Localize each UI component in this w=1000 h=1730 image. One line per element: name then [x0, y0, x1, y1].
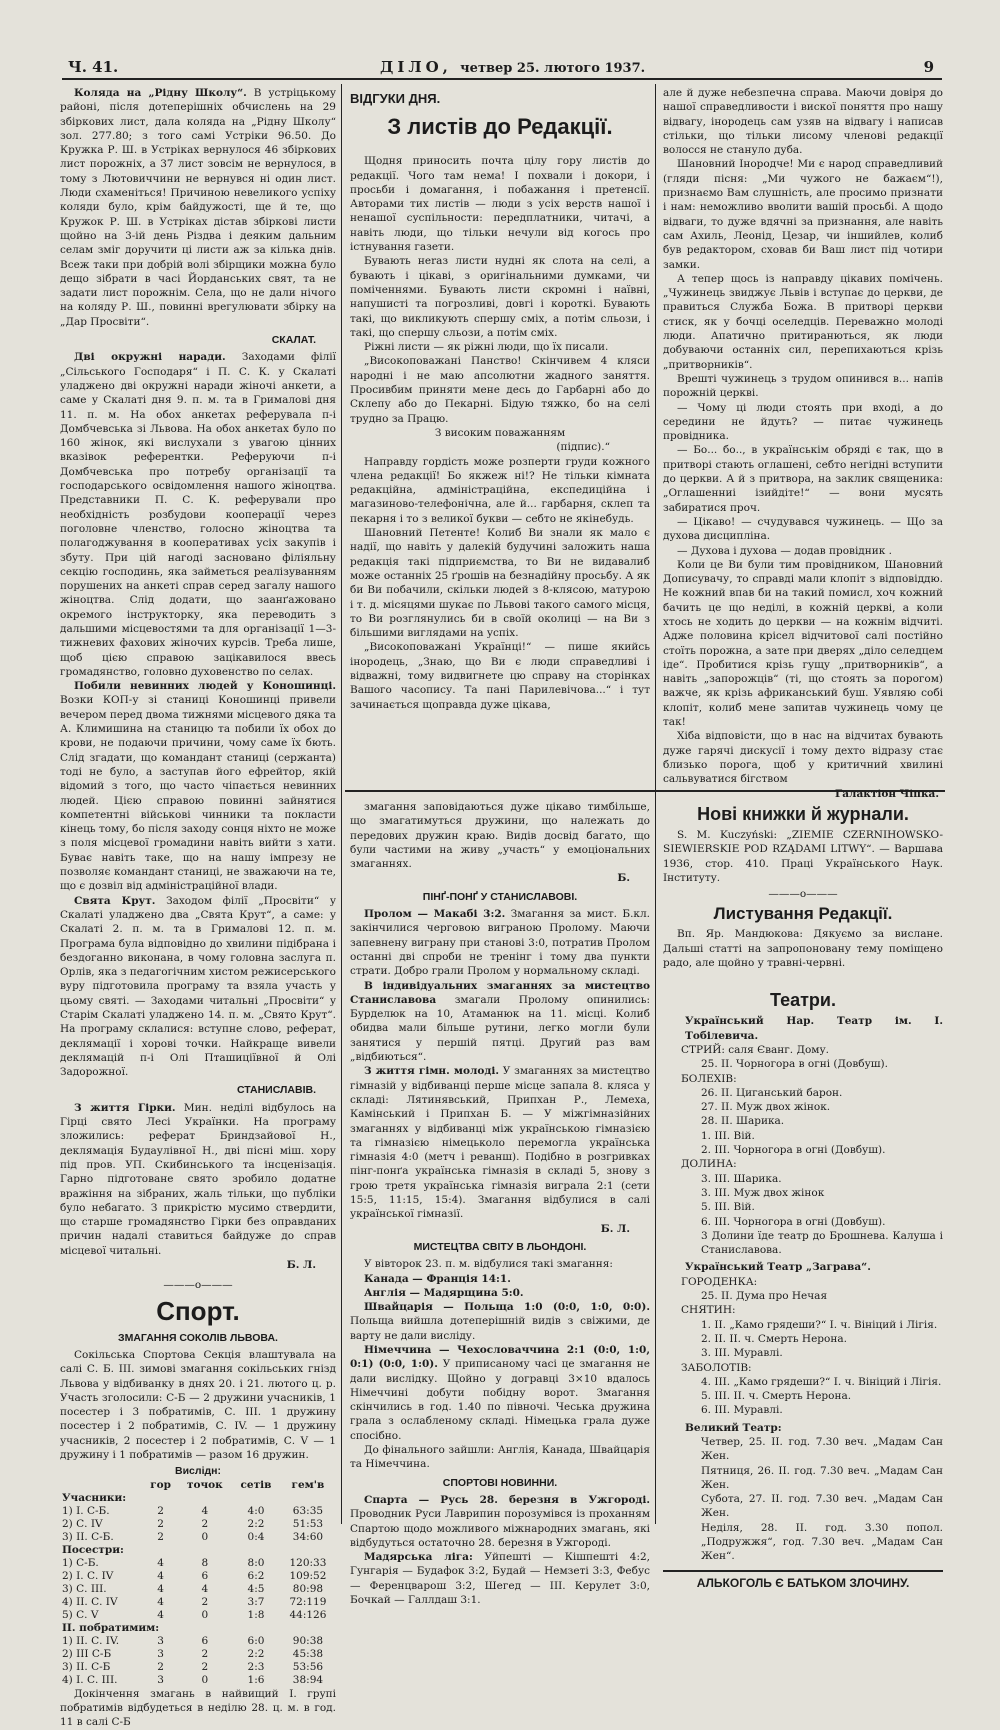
section-heading-skalat: СКАЛАТ.	[271, 334, 316, 347]
playbill-line: 2. III. Чорногора в огні (Довбуш).	[701, 1144, 886, 1157]
article-naradi	[60, 350, 336, 679]
table-cell: 51:53	[292, 1517, 324, 1530]
signature: Б. Л.	[600, 1222, 630, 1235]
letter-sign: З високим поважанням	[434, 426, 566, 439]
theatre-title: Театри.	[770, 990, 836, 1011]
table-cell: 3:7	[247, 1595, 265, 1608]
letters-continued: але й дуже небезпечна справа. Маючи довіря до нашої справедливости і вискої поняття про нашу відвагу, інородець сам узяв на відвагу і написав стільки, що тільки лисому членові редакції волосся не стануло дуба.	[663, 87, 943, 157]
article-body: Польща вийшла дотеперішній видів з свіжими, де варту не дали висліду.	[350, 1315, 650, 1342]
town-bolekhiv: БОЛЕХІВ:	[681, 1072, 737, 1085]
table-row	[60, 1635, 336, 1648]
match-result: Швайцарія — Польща 1:0 (0:0, 1:0, 0:0).	[364, 1301, 650, 1314]
table-cell: 3	[157, 1634, 164, 1647]
column-right-top	[663, 86, 943, 800]
results-group: II. побратимим:	[62, 1621, 160, 1634]
column-right-bottom	[663, 800, 943, 1590]
table-cell: 0:4	[247, 1530, 265, 1543]
table-cell: 4:5	[247, 1582, 265, 1595]
article-lead: Спарта — Русь 28. березня в Ужгороді.	[364, 1493, 650, 1506]
letter-quote: „Високоповажані Панство! Скінчивем 4 кляси народні і не маю апсолютни жадного заняття. Просивбим приняти мене десь до Гарбарні або до Склепу або до Пекарні. Бідую тяжко, бо на селі трудно за Працю.	[350, 355, 650, 425]
correspondence-title: Листування Редакції.	[713, 904, 893, 924]
table-cell: 4	[201, 1582, 209, 1595]
table-cell: 4) II. С. IV	[62, 1595, 118, 1608]
table-cell: 1) І. С-Б.	[62, 1504, 110, 1517]
newspaper-title	[380, 58, 645, 76]
news-item	[350, 1550, 650, 1607]
playbill-line: 3 Долини їде театр до Брошнева. Калуша і Станиславова.	[701, 1229, 943, 1257]
letters-paragraph: — Бо... бо.., в українськім обряді є так, що в притворі стають оглашені, себто негідні вступити до церкви. А й з притвора, на заклик священика: „Оглашенниі ізийдіте!“ — вони мусять забиратися проч.	[663, 444, 943, 514]
letters-paragraph: — Духова і духова — додав провідник .	[677, 544, 893, 557]
table-cell: 4) I. С. III.	[62, 1673, 118, 1686]
spacer	[663, 970, 943, 986]
table-cell: 4	[201, 1504, 209, 1517]
news-item	[350, 1493, 650, 1550]
section-heading-stanyslaviv: СТАНИСЛАВІВ.	[236, 1084, 316, 1097]
books-entry: S. M. Kuczyński: „ZIEMIE CZERNIHOWSKO-SIEWIERSKIE POD RZĄDAMI LITWY“. — Варшава 1936, стор. 410. Праці Українського Наук. Інституту.	[663, 829, 943, 884]
article-body: Возки КОП-у зі станиці Коношинці привели вечером перед двома тижнями місцевого дяка та А. Климишина на станицю та побили їх обох до крови, не подаючи причини, чому саме їх бють. Слід згадати, що командант станиці (сержанта) тоді не було, а заступав його ефрейтор, якій відомий з того, що часто чіпається невинних людей. Цією справою повинні зайнятися компетентні військові чинники та покласти кінець тому, бо після заходу сонця ніхто не може з поля місцевої громадини навіть вийти з хати. Буває навіть таке, що на нашу імпрезу не позволяє командант станиці, не зважаючи на те, що є дозвіл від адміністраційної влади.	[60, 694, 336, 893]
table-cell: 2	[201, 1595, 209, 1608]
letters-paragraph: Хіба відповісти, що в нас на відчитах бувають дуже гарячі дискусії і тому дехто відразу стає близько порога, щоб у критичний хвилині сальвуватися бігством	[663, 730, 943, 786]
article-body: Заходами філії „Сільського Господаря“ і П. С. К. у Скалаті уладжено дві окружні наради жіночі анкети, а саме у Скалаті дня 9. п. м. та в Грималові дня 11. п. м. На обох анкетах реферувала п-і Домбчевська зі Львова. На обох анкетах було по 160 жінок, які вислухали з увагою цінних вказівок референтки. Реферуючи п-і Домбчевська про потребу організації та господарського освідомлення нашого жіноцтва. Представники П. С. К. реферували про необхідність розбудови кооперації через поголовне членство, голосно жіноцтва та полагоджування в кооперативах усіх закупів і збуту. При цій нагоді засновано філіяльну секцію господинь, яка займеться реалізуванням порушених на анкеті справ серед загалу нашого жіноцтва. Слід додати, що заанґажовано окремого інструкторку, яка переводить з дальшими місцевостями та для організації 1—3-тижневих фахових жіночих курсів. Треба лише, щоб цією справою зацікавилося ввесь громадянство, головно духовенство по селах.	[60, 351, 336, 678]
match-result: Німеччина — Чехословаччина 2:1 (0:0, 1:0, 0:1) (0:0, 1:0).	[350, 1343, 650, 1371]
table-cell: 2) I. С. IV	[62, 1569, 114, 1582]
heading-news: СПОРТОВІ НОВИННИ.	[442, 1476, 558, 1489]
playbill-list	[663, 1289, 943, 1303]
table-cell: 2:2	[247, 1647, 265, 1660]
table-cell: 1:6	[247, 1673, 265, 1686]
article-koliada	[60, 86, 336, 329]
table-cell: 4:0	[247, 1504, 265, 1517]
theatre-company: Український Нар. Театр ім. І. Тобілевича.	[685, 1015, 943, 1042]
table-cell: 8	[201, 1556, 209, 1569]
theatre-company: Український Театр „Заграва“.	[685, 1261, 871, 1274]
article-lead: Побили невинних людей у Коношинці.	[74, 680, 336, 693]
heading-pingpong: ПІНҐ-ПОНҐ У СТАНИСЛАВОВІ.	[422, 890, 578, 903]
table-row	[60, 1609, 336, 1622]
table-cell: 1:8	[247, 1608, 265, 1621]
letters-paragraph: Коли це Ви були тим провідником, Шановний Дописувачу, то справді мали клопіт з відповіддю. Не кожний впав би на такий помисл, хоч кожний бачить це що неділі, в кожній церкві, а коли хтось не ходить до церкви — на кожнім відчиті. Адже половина крісел відчитової салі постійно стоїть порожна, а зате при дверях „діло селедцем іде“. Пробитися крізь гущу „притворників“, а навіть „запорожців“ (ті, що стоять за порогом) важче, як крізь африканський буш. Уявляю собі клопіт, колиб мене запитав чужинець чому це так!	[663, 558, 943, 729]
article-body: Заходом філії „Просвіти“ у Скалаті уладжено два „Свята Крут“, а саме: у Скалаті 2. п. м. та в Грималові 12. п. м. Програма була відповідно до хвилини підібрана і бездоганно виконана, в чому головна заслуга п. Орлів, яка з педагогічним хистом режисерського вуру підготовила програму та взяла участь у цьому святі. — Заходами читальні „Просвіти“ у Старім Скалаті уладжено 14. п. м. „Свято Крут“. На програму склалися: вступне слово, реферат, деклямації і хорові точки. Найкраще вивели деклямацій п-і Олі Пташиціївної й Олі Задорожної.	[60, 894, 337, 1079]
playbill-line: 4. III. „Камо грядеши?“ І. ч. Вініций і Лігія.	[701, 1375, 942, 1388]
table-cell: 3) II. С-Б.	[62, 1530, 114, 1543]
town-sniatyn: СНЯТИН:	[681, 1304, 736, 1317]
article-body: В устріцькому районі, після дотеперішніх обчислень на 29 збіркових лист, дала коляда на „Рідну Школу“ зол. 277.80; з того самі Устріки 96.50. До Кружка Р. Ш. в Устріках вернулося 46 збіркових лист порожніх, а 37 лист зовсім не вернулося, в тому з Лютовиччини не вернувся ні один лист. Люди схаменіться! Причиною невеликого успіху коляди було, крім байдужості, ще й те, що Кружок Р. Ш. в Устріках дістав збіркові листи щойно на 3-ій день Різдва і деяким дальним селам зміг доручити ці листи аж за кілька днів. Всеж таки при добрій волі збірщики можна було дещо зібрати в часі Йорданських свят, та не задати лист порожнім. Села, що не дали нічого на коляду Р. Ш., повинні врегулювати збірку на „Дар Просвіти“.	[60, 87, 337, 328]
table-row	[60, 1674, 336, 1687]
town-stryi: СТРИЙ: саля Єванг. Дому.	[681, 1043, 829, 1056]
table-cell: 4	[157, 1608, 164, 1621]
signature: Б.	[617, 872, 630, 885]
letters-paragraph: — Чому ці люди стоять при вході, а до середини не йдуть? — питає чужинець провідника.	[663, 401, 943, 443]
table-cell: 4	[157, 1582, 164, 1595]
article-body: У змаганнях за мистецтво гімназій у відбиванці перше місце запала 8. кляса у складі: Лятинявський, Припхан Р., Лемеха, Камінський і Припхан Б. — У міжгімназійних змаганнях у відбиванці між українською гімназією та гімназією німецьколо перемогла українська гімназія 4:0 (метч і реванш). Подібно в розгривках пінг-понґа українська гімназія в складі 5, знову з грою третя українська гімназія виграла 2:1 (сети 15:5, 11:15, 15:4). Змагання відбулися в салі української гімназії.	[350, 1065, 650, 1221]
table-cell: 6	[201, 1569, 209, 1582]
table-cell: 2) С. IV	[62, 1517, 103, 1530]
table-cell: 1) С-Б.	[62, 1556, 99, 1569]
table-cell: 2	[157, 1530, 164, 1543]
table-cell: 5) С. V	[62, 1608, 99, 1621]
table-cell: 2	[201, 1660, 209, 1673]
table-cell: 3) II. С-Б	[62, 1660, 111, 1673]
continued-text: змагання заповідаються дуже цікаво тимбільше, що змагатимуться дружини, що належать до передових дружин краю. Видів досвід багато, що були частими на живу „участь“ у емоціональних змаганнях.	[350, 801, 650, 871]
results-caption: Вислідн:	[175, 1465, 221, 1478]
article-lead: Коляда на „Рідну Школу“.	[74, 87, 247, 99]
table-cell: 72:119	[289, 1595, 327, 1608]
table-cell: 2	[157, 1660, 164, 1673]
table-cell: 3	[157, 1647, 164, 1660]
letters-paragraph: Направду гордість може розперти груди кожного члена редакції! Бо якжеж ні!? Не тільки кімната редакційна, адміністраційна, експедиційна і магазиново-телефонічна, але й... гарбарня, склеп та пекарня і то з великої букви — себто не якінебудь.	[350, 455, 650, 525]
results-head-cell: гем'в	[291, 1478, 325, 1491]
table-cell: 90:38	[292, 1634, 324, 1647]
playbill-list	[663, 1172, 943, 1258]
article-body: Мин. неділі відбулось на Гірці свято Лесі Українки. На програму зложились: реферат Бриндзайової Н., деклямація Будаулівної Н., дві пісні міш. хору під пров. УП. Скибинського та інсценізація. Гарно підготоване свято зробило додатне вражіння на зібраних, жаль тільки, що публіки було небагато. З прикрістю мусимо ствердити, що старше громадянство Гірки без оправданих причин надалі ставиться байдуже до справ місцевої читальні.	[60, 1101, 336, 1257]
letter-sign-2: (підпис).“	[556, 441, 610, 454]
table-cell: 2	[201, 1517, 209, 1530]
table-row	[60, 1648, 336, 1661]
sport-title: Спорт.	[156, 1295, 240, 1326]
results-group: Учасники:	[62, 1491, 127, 1504]
town-horodenka: ГОРОДЕНКА:	[681, 1275, 758, 1288]
results-head-cell	[60, 1479, 144, 1492]
table-row	[60, 1583, 336, 1596]
table-cell: 45:38	[292, 1647, 324, 1660]
table-cell: 120:33	[289, 1556, 327, 1569]
playbill-line: 27. II. Муж двох жінок.	[701, 1101, 831, 1114]
table-row	[60, 1661, 336, 1674]
author-signature: Галактіон Чіпка.	[835, 787, 939, 800]
table-row	[60, 1518, 336, 1531]
column-rule-2	[655, 84, 656, 1524]
article-lead: Пролом — Макабі 3:2.	[364, 908, 506, 921]
column-middle-bottom	[350, 800, 651, 1607]
column-middle-top	[350, 86, 650, 786]
ornament-divider: ———o———	[163, 1279, 233, 1292]
playbill-line: 6. III. Муравлі.	[701, 1404, 783, 1417]
table-row	[60, 1557, 336, 1570]
masthead-rule	[62, 78, 942, 80]
table-cell: 6:0	[247, 1634, 265, 1647]
london-finals: До фінального зайшли: Англія, Канада, Швайцарія та Німеччина.	[350, 1444, 650, 1471]
table-cell: 1) II. С. IV.	[62, 1634, 120, 1647]
letters-paragraph: Ріжні листи — як ріжні люди, що їх писали.	[364, 341, 609, 354]
table-cell: 2) III С-Б	[62, 1647, 112, 1660]
books-title: Нові книжки й журнали.	[697, 804, 909, 824]
match-result: Канада — Франція 14:1.	[364, 1272, 511, 1285]
table-cell: 4	[157, 1556, 164, 1569]
page-number: 9	[923, 58, 934, 76]
table-cell: 2	[157, 1504, 164, 1517]
table-cell: 4	[157, 1569, 164, 1582]
playbill-line: Неділя, 28. II. год. 3.30 попол. „Подружжя“, год. 7.30 веч. „Мадам Сан Жен“.	[701, 1521, 943, 1563]
playbill-line: 3. III. Муж двох жінок	[701, 1186, 825, 1199]
motto-rule	[663, 1570, 943, 1572]
table-cell: 80:98	[292, 1582, 324, 1595]
motto: АЛЬКОГОЛЬ Є БАТЬКОМ ЗЛОЧИНУ.	[696, 1575, 910, 1590]
playbill-line: 6. III. Чорногора в огні (Довбуш).	[701, 1215, 886, 1228]
article-hirka	[60, 1101, 336, 1258]
article-pingpong	[350, 907, 650, 978]
playbill-line: 5. III. II. ч. Смерть Нерона.	[701, 1390, 852, 1403]
article-body: У приписаному часі це змагання не дали вислідку. Щойно у догравці 3×10 вдалось Німеччині добути побідну ворот. Змагання скінчились в год. 1.40 по півночі. Чеська дружина грала з ослабленому складі. Німецька грала дуже спосібно.	[350, 1358, 650, 1442]
playbill-list	[663, 1318, 943, 1361]
article-sviata-krut	[60, 894, 336, 1080]
playbill-line: 1. II. „Камо грядеши?“ І. ч. Вініций і Лігія.	[701, 1318, 938, 1331]
table-cell: 0	[201, 1530, 209, 1543]
article-individual	[350, 979, 650, 1065]
table-row	[60, 1505, 336, 1518]
london-result	[350, 1343, 650, 1443]
playbill-line: 26. II. Циганський барон.	[701, 1086, 843, 1099]
table-cell: 6:2	[247, 1569, 265, 1582]
playbill-line: 28. II. Шарика.	[701, 1115, 785, 1128]
table-cell: 0	[201, 1608, 209, 1621]
table-cell: 2:3	[247, 1660, 265, 1673]
table-row	[60, 1596, 336, 1609]
article-body: Уйпешті — Кішпешті 4:2, Гунгарія — Будафок 3:2, Будай — Немзеті 3:3, Фебус — Ференцварош 3:2, Шегед — III. Керулет 3:0, Бочкай — Галлдаш 3:1.	[350, 1551, 650, 1607]
letters-paragraph: Бувають неraз листи нудні як слота на селі, а бувають і цікаві, з оригінальними думками, чи поміченнями. Бувають листи скромні і наївні, напушисті та погрозливі, довгі і короткі. Бувають такі, що викликують спершу сміх, а потім сльози, і такі, що спершу сльози, а потім сміх.	[350, 255, 650, 339]
playbill-line: 3. III. Муравлі.	[701, 1347, 783, 1360]
london-result	[350, 1272, 650, 1286]
playbill-line: 25. II. Чорногора в огні (Довбуш).	[701, 1058, 888, 1071]
london-result	[350, 1286, 650, 1300]
letters-paragraph: „Високоповажані Українці!“ — пише якийсь інородець, „Знаю, що Ви є люди справедливі і відважні, тому видвигнете цю справу на сторінках Вашого часопису. Та пані Парилевічова...“ і тут зачинається щоправда дуже цікава,	[350, 641, 650, 711]
article-lead: З життя гімн. молоді.	[364, 1065, 500, 1078]
ornament-divider: ———o———	[768, 888, 838, 901]
article-lead: Мадярська ліга:	[364, 1551, 473, 1564]
article-koroshyntsi	[60, 679, 336, 893]
letters-paragraph: Щодня приносить почта цілу гору листів до редакції. Чого там нема! І похвали і докори, і просьби і домагання, і побажання і претенсії. Авторами тих листів — люди з усіх верств нашої і ненашої суспільности: передплатники, читачі, а навіть люди, що тільки нечули від когось про істнування газети.	[350, 155, 650, 254]
letters-paragraph: А тепер щось із направду цікавих помічень. „Чужинець звиджує Львів і вступає до церкви, де правиться Служба Божа. В притворі церкви стиск, як у бочці оселедців. Переважно молоді люди. Апатично притиранються, як люди добуваючи останніх сил, перепихаються крізь „притворників“.	[663, 272, 943, 371]
table-cell: 2	[157, 1517, 164, 1530]
article-body: Проводник Руси Лаврипин порозумівся із проханням Спартою щодо можливого міжнародних змагань, які відбудуться остаточно 28. березня в Ужгороді.	[350, 1508, 650, 1549]
sport-article: Сокільська Спортова Секція влаштувала на салі С. Б. ІІІ. зимові змагання сокільських гнізд Львова у відбиванку в днях 20. і 21. лютого ц. р. Участь зголосили: С-Б — 2 дружини учасників, 1 посестер і 3 побратимів, С. ІІІ. 1 дружину посестер і 2 побратимів, С. IV. — 1 дружину учасників, 2 посестер і 2 побратимів, С. V — 1 дружину і 1 побратимів — разом 16 дружин.	[60, 1348, 336, 1462]
sport-tail: Докінчення змагань в найвищий І. групі побратимів відбудеться в неділю 28. ц. м. в год. 11 в салі С-Б	[60, 1687, 336, 1729]
playbill-line: Субота, 27. II. год. 7.30 веч. „Мадам Сан Жен.	[701, 1493, 943, 1520]
table-cell: 2	[201, 1647, 209, 1660]
playbill-list	[663, 1086, 943, 1157]
article-lead: Дві окружні наради.	[74, 351, 226, 364]
column-rule-1	[341, 84, 342, 1524]
table-cell: 3) С. III.	[62, 1582, 107, 1595]
results-head-cell: сетів	[240, 1478, 272, 1491]
table-cell: 34:60	[292, 1530, 324, 1543]
issue-number: Ч. 41.	[68, 58, 119, 76]
match-result: Англія — Мадярщина 5:0.	[364, 1286, 524, 1299]
playbill-line: 2. II. II. ч. Смерть Нерона.	[701, 1332, 847, 1345]
table-cell: 8:0	[247, 1556, 265, 1569]
title-text: ДІЛО,	[380, 58, 452, 76]
town-dolyna: ДОЛИНА:	[681, 1158, 737, 1171]
playbill-line: 25. II. Дума про Нечая	[701, 1290, 828, 1303]
table-cell: 63:35	[292, 1504, 324, 1517]
article-lead: З життя Гірки.	[74, 1101, 176, 1114]
article-body: Змагання за мист. Б.кл. закінчилися черговою виграною Пролому. Маючи запевнену виграну при станові 3:0, потратив Пролом останні дві спроби не трeнінг і тому два пункти страти. Добро грали Пролом у нормальному складі.	[350, 908, 651, 978]
playbill-line: Четвер, 25. II. год. 7.30 веч. „Мадам Сан Жен.	[701, 1435, 943, 1463]
playbill-line: 3. III. Шарика.	[701, 1172, 782, 1185]
letters-paragraph: Врешті чужинець з трудом опинився в... напів порожній церкві.	[663, 372, 943, 400]
playbill-list	[663, 1375, 943, 1418]
letters-kicker: ВІДГУКИ ДНЯ.	[350, 91, 441, 106]
heading-london: МИСТЕЦТВА СВІТУ В ЛЬОНДОНІ.	[413, 1240, 587, 1253]
table-cell: 109:52	[289, 1569, 327, 1582]
playbill-line: Пятниця, 26. II. год. 7.30 веч. „Мадам Сан Жен.	[701, 1464, 943, 1491]
table-cell: 38:94	[292, 1673, 324, 1686]
letters-paragraph: Шановний Петенте! Колиб Ви знали як мало є надії, що навіть у далекій будучині заложить наша редакція такі підприємства, то Ви не видавалиб може останніх 25 ґрошів на безнадійну просьбу. А як би Ви побачили, скільки людей з 8-клясою, матурою і т. д. місяцями шукає по Львові такого самого місця, то Ви розглянулись би в своїй околиці — на Ви з більшими виглядами на успіх.	[350, 527, 650, 640]
results-head-cell: точок	[186, 1478, 223, 1491]
correspondence-entry: Вп. Яр. Мандюкова: Дякуємо за вислане. Дальші статті на запропоновану тему поміщено радо, але щойно у травні-червні.	[663, 928, 943, 970]
article-lead: В індивідуальних змаганнях за мистецтво Станиславова	[350, 979, 650, 1006]
article-youth	[350, 1064, 650, 1221]
table-cell: 53:56	[292, 1660, 324, 1673]
table-cell: 4	[157, 1595, 164, 1608]
results-table	[60, 1479, 336, 1687]
theatre-company: Великий Театр:	[685, 1421, 782, 1434]
letters-title: З листів до Редакції.	[387, 114, 613, 140]
sport-subtitle: ЗМАГАННЯ СОКОЛІВ ЛЬВОВА.	[118, 1331, 278, 1344]
town-zabolotiv: ЗАБОЛОТІВ:	[681, 1361, 752, 1374]
playbill-line: 5. III. Вій.	[701, 1201, 755, 1214]
playbill-list	[663, 1435, 943, 1564]
signature: Б. Л.	[286, 1259, 316, 1272]
issue-date: четвер 25. лютого 1937.	[460, 61, 646, 76]
table-cell: 3	[157, 1673, 164, 1686]
table-row	[60, 1531, 336, 1544]
london-intro: У вівторок 23. п. м. відбулися такі змагання:	[364, 1258, 613, 1271]
table-cell: 6	[201, 1634, 209, 1647]
masthead	[60, 56, 940, 78]
column-left	[60, 86, 337, 1729]
article-lead: Свята Крут.	[74, 894, 156, 907]
table-cell: 2:2	[247, 1517, 265, 1530]
table-cell: 44:126	[289, 1608, 327, 1621]
results-group: Посестри:	[62, 1543, 124, 1556]
letters-paragraph: Шановний Інородче! Ми є народ справедливий (гляди пісня: „Ми чужого не бажаєм“!), признаємо Вам слушність, але просимо признати і нам: неможливо вволити вашій просьбі. А щодо відваги, то дуже вдячні за признання, але навіть сам Ахиль, Леонід, Цезар, чи іншийлев, колиб був редактором, сховав би Ваш лист під чотири замки.	[663, 158, 943, 271]
table-row	[60, 1570, 336, 1583]
london-result	[350, 1300, 650, 1343]
article-body: змагали Пролому опинились: Бурделюк на 10, Атаманюк на 11. місці. Колиб обидва мали більше рутини, легко могли були занятися у першій пятці. Другий раз вам „відбиються“.	[350, 993, 650, 1064]
table-cell: 0	[201, 1673, 209, 1686]
letters-paragraph: — Цікаво! — счудувався чужинець. — Що за духова дисципліна.	[663, 515, 943, 543]
playbill-line: 1. III. Вій.	[701, 1129, 755, 1142]
results-head-cell: гор	[150, 1478, 171, 1491]
